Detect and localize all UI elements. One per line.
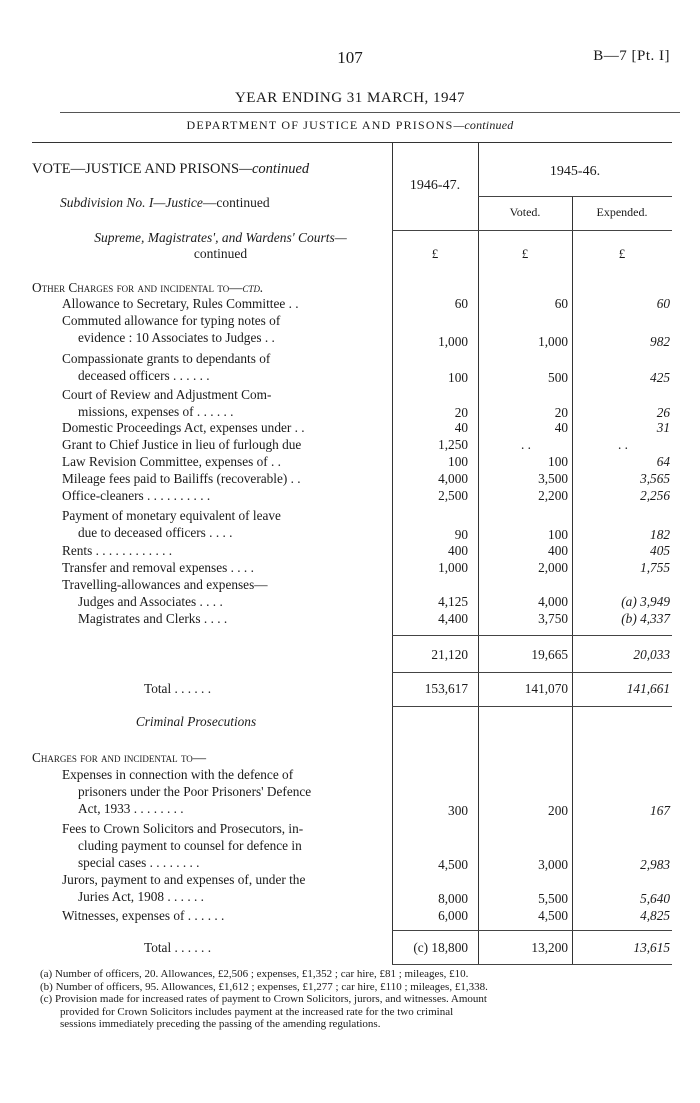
row-label: Allowance to Secretary, Rules Committee . . xyxy=(62,296,299,311)
value-voted: 1,000 xyxy=(538,334,568,349)
value-expended: . . xyxy=(618,437,628,452)
subtotal-voted: 19,665 xyxy=(531,647,568,662)
total-label: Total . . . . . . xyxy=(144,681,212,696)
value-expended: 425 xyxy=(650,370,670,385)
value-voted: 2,000 xyxy=(538,560,568,575)
row-label: Witnesses, expenses of . . . . . . xyxy=(62,908,225,923)
total-rule xyxy=(392,706,672,707)
value-1946-47: 100 xyxy=(448,454,468,469)
column-header-1945-46: 1945-46. xyxy=(549,164,601,179)
row-label: Expenses in connection with the defence of xyxy=(62,767,294,782)
value-1946-47: 4,400 xyxy=(438,611,468,626)
column-rule xyxy=(572,196,573,964)
column-rule xyxy=(478,142,479,964)
page-number: 107 xyxy=(337,48,363,67)
value-1946-47: 1,000 xyxy=(438,334,468,349)
value-expended: 182 xyxy=(650,527,670,542)
total-voted: 141,070 xyxy=(524,681,568,696)
row-label: Law Revision Committee, expenses of . . xyxy=(62,454,281,469)
value-voted: 3,000 xyxy=(538,857,568,872)
total-label: Total . . . . . . xyxy=(144,940,212,955)
value-1946-47: 1,000 xyxy=(438,560,468,575)
value-1946-47: 400 xyxy=(448,543,468,558)
value-expended: 5,640 xyxy=(640,891,670,906)
total-1946-47: 153,617 xyxy=(424,681,468,696)
value-1946-47: 100 xyxy=(448,370,468,385)
row-label: Transfer and removal expenses . . . . xyxy=(62,560,254,575)
vote-title: VOTE—JUSTICE AND PRISONS—continued xyxy=(32,161,310,177)
row-label-continued: prisoners under the Poor Prisoners' Defence xyxy=(78,784,312,799)
value-voted: 400 xyxy=(548,543,568,558)
value-voted: 40 xyxy=(554,420,568,435)
value-voted: 100 xyxy=(548,527,568,542)
row-label-continued: special cases . . . . . . . . xyxy=(78,855,200,870)
row-label: Office-cleaners . . . . . . . . . . xyxy=(62,488,211,503)
value-expended: (b) 4,337 xyxy=(621,611,670,626)
subtotal-1946-47: 21,120 xyxy=(431,647,468,662)
subtotal-rule xyxy=(392,672,672,673)
department-heading: DEPARTMENT OF JUSTICE AND PRISONS—continued xyxy=(186,118,514,132)
total-rule xyxy=(392,964,672,965)
subtotal-rule xyxy=(392,635,672,636)
value-voted: 5,500 xyxy=(538,891,568,906)
row-label-continued: Act, 1933 . . . . . . . . xyxy=(78,801,184,816)
footnote-b: (b) Number of officers, 95. Allowances, £1,612 ; expenses, £1,277 ; car hire, £110 ; mileages, £1,338. xyxy=(40,980,488,993)
value-expended: 4,825 xyxy=(640,908,670,923)
row-label: Payment of monetary equivalent of leave xyxy=(62,508,281,523)
footnotes xyxy=(40,968,680,1031)
section-heading: Charges for and incidental to— xyxy=(32,750,207,765)
currency-label: £ xyxy=(618,246,626,261)
value-voted: 100 xyxy=(548,454,568,469)
column-header-voted: Voted. xyxy=(509,205,541,219)
total-1946-47: (c) 18,800 xyxy=(413,940,468,955)
row-label-continued: missions, expenses of . . . . . . xyxy=(78,404,234,419)
row-label: Travelling-allowances and expenses— xyxy=(62,577,268,592)
footnote-c-continued: sessions immediately preceding the passing of the amending regulations. xyxy=(60,1018,381,1030)
total-voted: 13,200 xyxy=(531,940,568,955)
value-expended: 405 xyxy=(650,543,670,558)
table-top-rule xyxy=(32,142,672,143)
row-label: Rents . . . . . . . . . . . . xyxy=(62,543,173,558)
row-label-continued: cluding payment to counsel for defence in xyxy=(78,838,302,853)
currency-label: £ xyxy=(521,246,529,261)
column-header-expended: Expended. xyxy=(596,205,648,219)
value-expended: 2,983 xyxy=(640,857,670,872)
value-voted: 60 xyxy=(554,296,568,311)
total-expended: 141,661 xyxy=(626,681,670,696)
page-reference: B—7 [Pt. I] xyxy=(593,48,670,64)
value-1946-47: 4,500 xyxy=(438,857,468,872)
year-heading: YEAR ENDING 31 MARCH, 1947 xyxy=(234,90,466,106)
value-1946-47: 1,250 xyxy=(438,437,468,452)
value-expended: 3,565 xyxy=(640,471,670,486)
row-label-continued: Juries Act, 1908 . . . . . . xyxy=(78,889,204,904)
value-expended: 2,256 xyxy=(640,488,670,503)
total-rule xyxy=(392,930,672,931)
courts-heading: Supreme, Magistrates', and Wardens' Courts— continued xyxy=(94,230,347,261)
value-voted: 500 xyxy=(548,370,568,385)
value-voted: 200 xyxy=(548,803,568,818)
value-expended: (a) 3,949 xyxy=(621,594,670,609)
footnote-a: (a) Number of officers, 20. Allowances, £2,506 ; expenses, £1,352 ; car hire, £81 ; mileages, £10. xyxy=(40,968,469,980)
column-header-1946-47: 1946-47. xyxy=(409,178,461,193)
row-label: Fees to Crown Solicitors and Prosecutors, in- xyxy=(62,821,304,836)
value-voted: 4,000 xyxy=(538,594,568,609)
section-heading: Other Charges for and incidental to—ctd. xyxy=(32,280,264,295)
footnote-c-continued: provided for Crown Solicitors includes payment at the increased rate for the two criminal xyxy=(60,1005,454,1018)
divider xyxy=(60,112,680,113)
row-label: Domestic Proceedings Act, expenses under . . xyxy=(62,420,305,435)
row-label-continued: due to deceased officers . . . . xyxy=(78,525,233,540)
value-1946-47: 4,000 xyxy=(438,471,468,486)
header-rule xyxy=(392,230,672,231)
section-title: Criminal Prosecutions xyxy=(135,714,257,729)
row-label: Commuted allowance for typing notes of xyxy=(62,313,281,328)
value-voted: 3,500 xyxy=(538,471,568,486)
value-expended: 26 xyxy=(656,405,670,420)
value-1946-47: 90 xyxy=(454,527,468,542)
total-expended: 13,615 xyxy=(633,940,670,955)
value-expended: 64 xyxy=(656,454,670,469)
row-label-continued: evidence : 10 Associates to Judges . . xyxy=(78,330,275,345)
value-voted: 3,750 xyxy=(538,611,568,626)
currency-label: £ xyxy=(431,246,439,261)
subtotal-expended: 20,033 xyxy=(633,647,670,662)
value-1946-47: 300 xyxy=(448,803,468,818)
value-voted: . . xyxy=(521,437,531,452)
value-1946-47: 8,000 xyxy=(438,891,468,906)
row-label: Compassionate grants to dependants of xyxy=(62,351,271,366)
row-label: Judges and Associates . . . . xyxy=(78,594,223,609)
value-1946-47: 60 xyxy=(454,296,468,311)
subdivision-title: Subdivision No. I—Justice—continued xyxy=(60,195,270,210)
value-expended: 31 xyxy=(656,420,670,435)
row-label: Magistrates and Clerks . . . . xyxy=(78,611,228,626)
value-1946-47: 4,125 xyxy=(438,594,468,609)
value-1946-47: 2,500 xyxy=(438,488,468,503)
value-expended: 167 xyxy=(650,803,670,818)
value-1946-47: 20 xyxy=(454,405,468,420)
value-voted: 4,500 xyxy=(538,908,568,923)
row-label: Jurors, payment to and expenses of, under the xyxy=(62,872,306,887)
value-expended: 60 xyxy=(656,296,670,311)
row-label: Grant to Chief Justice in lieu of furlough due xyxy=(62,437,302,452)
value-1946-47: 6,000 xyxy=(438,908,468,923)
row-label: Court of Review and Adjustment Com- xyxy=(62,387,272,402)
value-voted: 20 xyxy=(554,405,568,420)
value-expended: 1,755 xyxy=(640,560,670,575)
footnote-c: (c) Provision made for increased rates of payment to Crown Solicitors, jurors, and witnesses. Amount xyxy=(40,993,487,1005)
row-label: Mileage fees paid to Bailiffs (recoverable) . . xyxy=(62,471,301,486)
header-rule xyxy=(478,196,672,197)
value-1946-47: 40 xyxy=(454,420,468,435)
row-label-continued: deceased officers . . . . . . xyxy=(78,368,210,383)
value-expended: 982 xyxy=(650,334,670,349)
value-voted: 2,200 xyxy=(538,488,568,503)
